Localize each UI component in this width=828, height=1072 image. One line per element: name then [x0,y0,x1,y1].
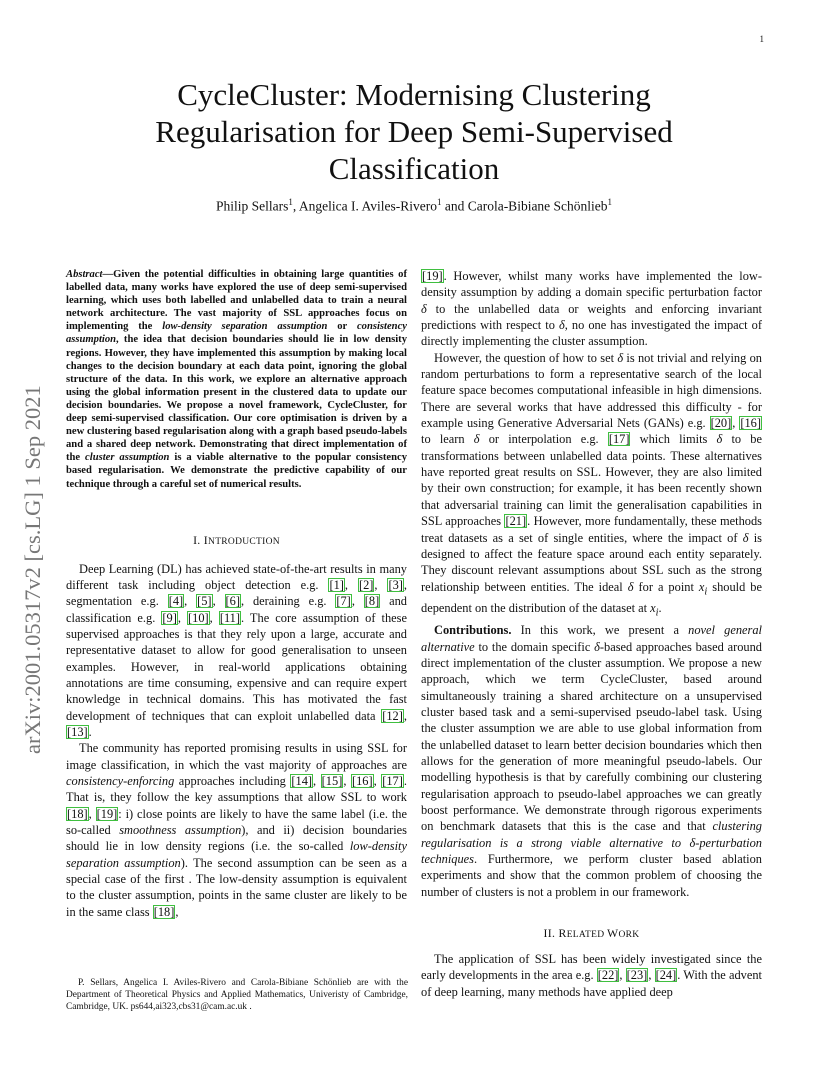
right-column [421,268,762,1000]
citation-link[interactable]: [18] [67,806,88,821]
author-list: Philip Sellars$^1$, Angelica I. Aviles-Rivero$^1$ and Carola-Bibiane Schönlieb$^1$ [215,197,613,214]
affiliation-mark: 1 [607,197,613,207]
affiliation-mark: 1 [288,197,293,207]
title-line-3: Classification [328,151,500,186]
abstract-text: , the idea that decision boundaries should lie in low density regions. However, they have implemented this assumption by making local changes to the decision boundary at each data point, ignoring the global structure of the data. In this work, we explore an alternative approach using the global information present in the clustered data to update our decision boundaries. We propose a novel framework, CycleCluster, for deep semi-supervised classification. Our core optimisation is driven by a new clustering based regularisation along with a graph based pseudo-labels and a shared deep network. Demonstrating that direct implementation of the [66,334,407,464]
right-paragraph-2: However, the question of how to set δ is not trivial and relying on random perturbations to form a representative search of the local feature space becomes computational infeasible in high dimensions. There are several works that have addressed this difficulty - for example using Generative Adversarial Nets (GANs) e.g. [20], [16] to learn δ or interpolation e.g. [17] which limits δ to be transformations between unlabelled data points. These alternatives have reported great results on SSL. However, they are also limited by their own construction; for example, it has been recently shown that adversarial training can limit the generalisation capabilities in SSL approaches [21]. However, more fundamentally, these methods treat datasets as a set of single entities, where the impact of δ is designed to affect the feature space around each entity separately. They discount relevant assumptions about SSL such as the strong relationship between entities. The ideal δ for a point $x_i$ should be dependent on the distribution of the dataset at $x_i$. [421,350,763,619]
citation-link[interactable]: [9] [162,610,177,625]
abstract-dash: — [102,269,114,280]
abstract-emphasis: low-density separation assumption [162,321,328,333]
abstract-text: is a viable alternative to the popular consistency based regularisation. We demonstrate the predictive capability of our technique through a careful set of numerical results. [66,452,407,490]
section-title: I [203,532,209,547]
title-line-2: Regularisation for Deep Semi-Supervised [155,114,673,149]
citation-link[interactable]: [17] [608,432,630,447]
citation-link[interactable]: [24] [655,968,677,983]
citation-link[interactable]: [20] [710,416,732,431]
section-heading-related-work [421,926,762,941]
citation-link[interactable]: [2] [358,577,374,592]
section-title: R [558,926,567,940]
contributions-paragraph: Contributions. In this work, we present a novel general alternative to the domain specific δ-based approaches based around direct implementation of the cluster assumption. We propose a new approach, which we term CycleCluster, based around simultaneously training a shared architecture on a unsupervised cluster based task and a semi-supervised pseudo-label task. Using the cluster assumption we are able to use global information from the unlabelled dataset to learn better decision boundaries which then allows for the generation of more meaningful pseudo-labels. Our modelling hypothesis is that by carefully combining our clustering regularisation approach to pseudo-label approaches we can greatly boost performance. We demonstrate through rigorous experiments on benchmark datasets that this is the case and that clustering regularisation is a strong viable alternative to δ-perturbation techniques. Furthermore, we perform cluster based ablation experiments and show that the common problem of choosing the number of clusters is not a problem in our framework. [421,623,763,899]
citation-link[interactable]: [18] [153,904,175,919]
citation-link[interactable]: [7] [336,594,351,609]
abstract-text: Given the potential difficulties in obtaining large quantities of labelled data, many works have explored the use of deep semi-supervised learning, which uses both labelled and unlabelled data to train a neural network architecture. The vast majority of SSL approaches focus on implementing the [66,269,407,333]
intro-paragraph-1: Deep Learning (DL) has achieved state-of-the-art results in many different task including object detection e.g. [1], [2], [3], segmentation e.g. [4], [5], [6], deraining e.g. [7], [8] and classification e.g. [9], [10], [11]. The core assumption of these supervised approaches is that they rely upon a large, accurate and representative dataset to allow for good generalisation to unseen examples. However, in real-world applications obtaining annotations are time consuming, expensive and can require expert knowledge in technical domains. This has motivated the fast development of techniques that can exploit unlabelled data [12], [13]. [66,561,407,740]
arxiv-identifier: arXiv:2001.05317v2 [cs.LG] 1 Sep 2021 [20,385,45,754]
citation-link[interactable]: [5] [197,594,212,609]
left-column [66,268,407,920]
abstract [66,268,407,491]
author-separator: and [441,198,468,214]
contributions-label: Contributions. [434,623,512,638]
author-3: Carola-Bibiane Schönlieb [467,198,608,214]
citation-link[interactable]: [19] [422,269,443,283]
citation-link[interactable]: [1] [329,577,344,592]
section-title: W [607,926,619,940]
citation-link[interactable]: [10] [188,610,209,625]
section-number: I. [193,532,204,547]
citation-link[interactable]: [15] [321,774,343,789]
title-line-1: CycleCluster: Modernising Clustering [177,77,651,112]
related-work-paragraph-1: The application of SSL has been widely investigated since the early developments in the area e.g. [22], [23], [24]. With the advent of deep learning, many methods have applied deep [421,952,762,999]
citation-link[interactable]: [3] [388,577,403,592]
section-number: II. [543,926,559,940]
section-title: ORK [618,930,640,940]
citation-link[interactable]: [13] [67,725,88,740]
author-2: Angelica I. Aviles-Rivero [298,198,437,214]
section-title: NTRODUCTION [208,536,280,547]
citation-link[interactable]: [19] [96,806,118,821]
citation-link[interactable]: [11] [219,610,240,625]
page-number: 1 [759,34,764,44]
citation-link[interactable]: [22] [597,968,619,983]
footnote: P. Sellars, Angelica I. Aviles-Rivero and Carola-Bibiane Schönlieb are with the Department of Theoretical Physics and Applied Mathematics, Univeristy of Cambridge, Cambridge, UK. ps644,ai323,cbs31@cam.ac.uk . [66,978,408,1012]
citation-link[interactable]: [17] [382,774,403,789]
citation-link[interactable]: [14] [291,774,313,789]
affiliation-mark: 1 [436,197,442,207]
section-heading-introduction [66,533,407,548]
abstract-emphasis: cluster assumption [85,452,170,464]
author-1: Philip Sellars [215,198,289,214]
abstract-text: or [327,321,357,333]
citation-link[interactable]: [23] [626,968,648,983]
intro-paragraph-2: The community has reported promising results in using SSL for image classification, in which the vast majority of approaches are consistency-enforcing approaches including [14], [15], [16], [17]. That is, they follow the key assumptions that allow SSL to work [18], [19]: i) close points are likely to have the same label (i.e. the so-called smoothness assumption), and ii) decision boundaries should lie in low density regions (i.e. the so-called low-density separation assumption). The second assumption can be seen as a special case of the first . The low-density assumption is equivalent to the cluster assumption, points in the same cluster are likely to be in the same class [18], [66,741,407,919]
arxiv-stamp [2,294,50,754]
citation-link[interactable]: [16] [740,416,761,431]
citation-link[interactable]: [8] [364,594,380,609]
right-paragraph-1: [19]. However, whilst many works have implemented the low-density assumption by adding a domain specific perturbation factor δ to the unlabelled data or weights and enforcing invariant predictions with respect to δ, no one has investigated the impact of directly implementing the cluster assumption. [421,269,762,349]
abstract-emphasis: consistency assumption [66,321,407,346]
section-title: ELATED [566,930,608,940]
citation-link[interactable]: [16] [351,774,373,789]
citation-link[interactable]: [6] [225,594,240,609]
citation-link[interactable]: [12] [382,708,403,723]
citation-link[interactable]: [4] [168,594,184,609]
paper-title [90,76,738,187]
abstract-label: Abstract [66,269,103,280]
citation-link[interactable]: [21] [505,514,527,529]
